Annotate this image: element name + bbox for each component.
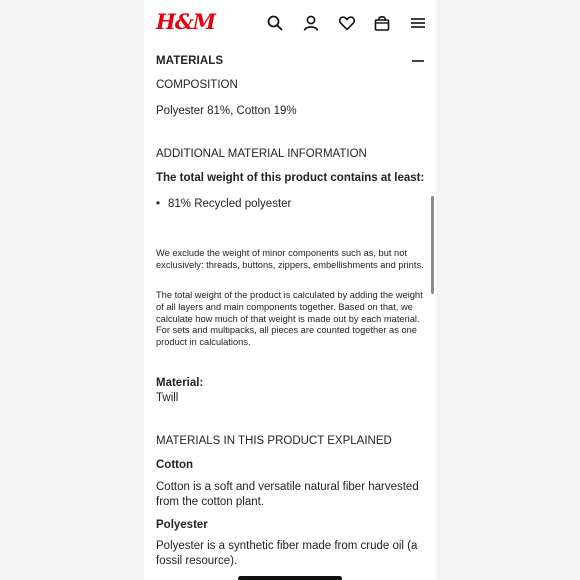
home-indicator (238, 576, 342, 580)
additional-info-heading: ADDITIONAL MATERIAL INFORMATION (156, 148, 367, 160)
list-item (156, 198, 291, 210)
list-item-text: 81% Recycled polyester (168, 198, 292, 210)
fiber-description-cotton: Cotton is a soft and versatile natural fiber harvested from the cotton plant. (156, 481, 419, 508)
fiber-name-cotton: Cotton (156, 459, 194, 471)
material-value: Twill (156, 392, 179, 404)
fiber-description-polyester: Polyester is a synthetic fiber made from crude oil (a fossil resource). (156, 540, 418, 567)
collapse-icon[interactable] (412, 57, 424, 65)
composition-heading: COMPOSITION (156, 79, 238, 91)
bag-icon[interactable] (373, 14, 391, 32)
hm-logo[interactable]: H&M (156, 9, 216, 34)
fiber-name-polyester: Polyester (156, 519, 208, 531)
search-icon[interactable] (266, 14, 284, 32)
heart-icon[interactable] (338, 14, 356, 32)
material-label: Material: (156, 377, 204, 389)
account-icon[interactable] (302, 14, 320, 32)
menu-icon[interactable] (409, 14, 427, 32)
note-exclusions: We exclude the weight of minor components such as, but not exclusively: threads, buttons, zippers, embellishments and prints. (156, 248, 424, 270)
section-title[interactable]: MATERIALS (156, 55, 224, 67)
phone-screen (144, 0, 436, 580)
scrollbar[interactable] (431, 196, 434, 294)
weight-heading: The total weight of this product contains at least: (156, 172, 425, 184)
explained-heading: MATERIALS IN THIS PRODUCT EXPLAINED (156, 435, 392, 447)
note-calculation: The total weight of the product is calculated by adding the weight of all layers and main components together. Based on that, we calculate how much of that weight is made out by each material. For sets and multipacks, all pieces are counted together as one product in calculations. (156, 290, 423, 348)
composition-value: Polyester 81%, Cotton 19% (156, 105, 297, 117)
top-navigation-bar (144, 0, 436, 46)
